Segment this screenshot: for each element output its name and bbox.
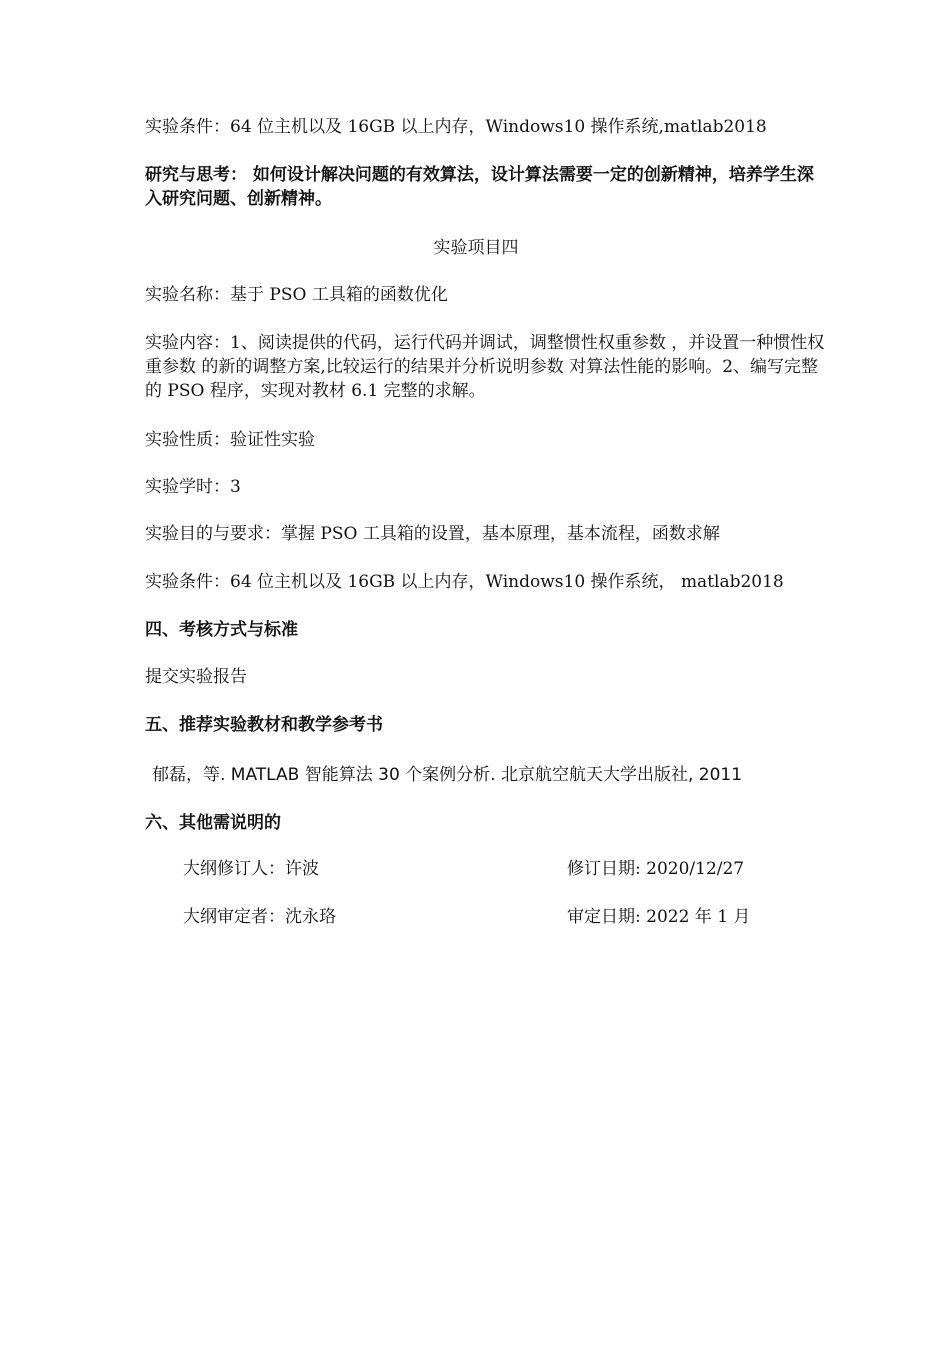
exp4-nature: 实验性质：验证性实验 xyxy=(145,430,315,450)
section5-heading: 五、推荐实验教材和教学参考书 xyxy=(145,715,383,735)
reviser: 大纲修订人：许波 xyxy=(183,859,319,879)
exp4-conditions: 实验条件：64 位主机以及 16GB 以上内存，Windows10 操作系统， matlab2018 xyxy=(145,572,784,592)
exp4-name: 实验名称：基于 PSO 工具箱的函数优化 xyxy=(145,285,448,305)
approver: 大纲审定者：沈永珞 xyxy=(183,907,336,927)
research-label: 研究与思考： xyxy=(145,165,247,185)
exp4-hours: 实验学时：3 xyxy=(145,477,241,497)
exp4-goal: 实验目的与要求：掌握 PSO 工具箱的设置，基本原理，基本流程，函数求解 xyxy=(145,524,720,544)
exp3-research xyxy=(145,163,825,211)
exp4-heading: 实验项目四 xyxy=(433,238,519,258)
exp3-conditions: 实验条件：64 位主机以及 16GB 以上内存，Windows10 操作系统,matlab2018 xyxy=(145,117,767,137)
section6-heading: 六、其他需说明的 xyxy=(145,813,281,833)
section5-reference: 郁磊，等. MATLAB 智能算法 30 个案例分析. 北京航空航天大学出版社, 2011 xyxy=(152,765,743,785)
research-text: 如何设计解决问题的有效算法，设计算法需要一定的创新精神，培养学生深入研究问题、创新精神。 xyxy=(145,165,814,209)
approve-date: 审定日期: 2022 年 1 月 xyxy=(567,907,751,927)
revise-date: 修订日期: 2020/12/27 xyxy=(567,859,745,879)
exp4-content: 实验内容：1、阅读提供的代码，运行代码并调试，调整惯性权重参数 ，并设置一种惯性权重参数 的新的调整方案,比较运行的结果并分析说明参数 对算法性能的影响。2、编写完整的 PSO 程序，实现对教材 6.1 完整的求解。 xyxy=(145,333,825,401)
section4-text: 提交实验报告 xyxy=(145,667,247,687)
section4-heading: 四、考核方式与标准 xyxy=(145,620,298,640)
